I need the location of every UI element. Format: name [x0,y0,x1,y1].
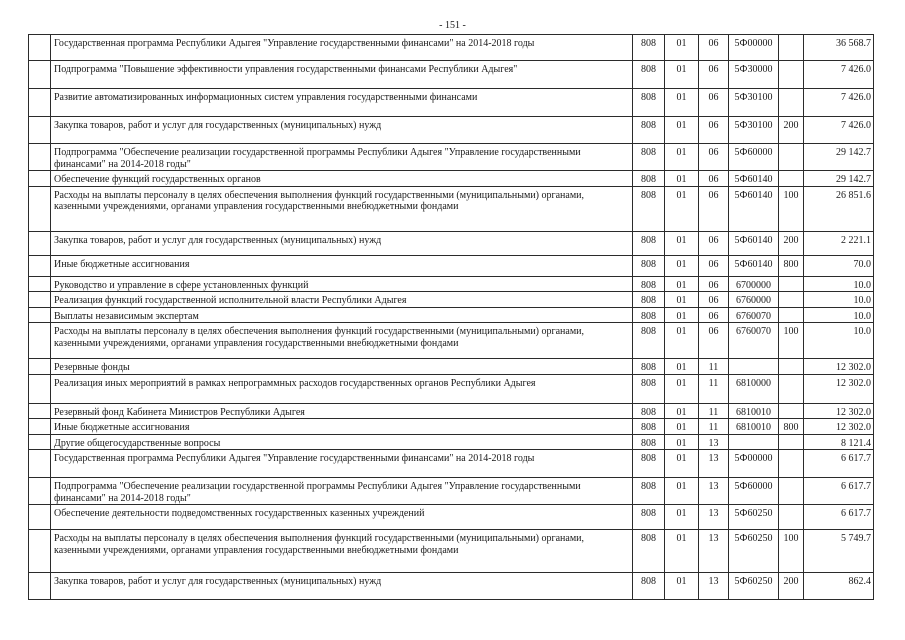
indent-cell [29,292,51,308]
row-amount: 2 221.1 [804,231,874,255]
row-ved-code: 808 [633,231,665,255]
row-ved-code: 808 [633,434,665,450]
row-amount: 7 426.0 [804,117,874,144]
row-ved-code: 808 [633,35,665,61]
row-name: Обеспечение функций государственных органов [51,171,633,187]
table-row [29,434,874,450]
table-row [29,144,874,171]
row-amount: 7 426.0 [804,89,874,117]
table-row [29,505,874,530]
row-expense-type-code: 800 [779,419,804,435]
row-amount: 26 851.6 [804,186,874,231]
row-target-article-code: 6810010 [729,403,779,419]
row-section-code: 01 [665,374,699,403]
row-ved-code: 808 [633,374,665,403]
table-row [29,186,874,231]
row-target-article-code [729,434,779,450]
indent-cell [29,171,51,187]
row-expense-type-code [779,89,804,117]
table-row [29,374,874,403]
row-subsection-code: 06 [699,307,729,323]
row-name: Подпрограмма "Обеспечение реализации государственной программы Республики Адыгея "Управление государственными финансами" на 2014-2018 годы" [51,478,633,505]
row-amount: 6 617.7 [804,505,874,530]
row-expense-type-code [779,450,804,478]
table-row [29,117,874,144]
row-ved-code: 808 [633,89,665,117]
row-ved-code: 808 [633,359,665,375]
table-row [29,276,874,292]
row-ved-code: 808 [633,323,665,359]
row-name: Государственная программа Республики Адыгея "Управление государственными финансами" на 2014-2018 годы [51,450,633,478]
budget-table [28,34,874,600]
row-name: Резервные фонды [51,359,633,375]
row-target-article-code: 5Ф60250 [729,573,779,600]
row-target-article-code [729,359,779,375]
row-expense-type-code [779,144,804,171]
row-name: Руководство и управление в сфере установленных функций [51,276,633,292]
budget-table-body [29,35,874,600]
row-subsection-code: 06 [699,323,729,359]
indent-cell [29,276,51,292]
indent-cell [29,419,51,435]
row-section-code: 01 [665,419,699,435]
row-name: Государственная программа Республики Адыгея "Управление государственными финансами" на 2014-2018 годы [51,35,633,61]
row-name: Обеспечение деятельности подведомственных государственных казенных учреждений [51,505,633,530]
indent-cell [29,89,51,117]
table-row [29,478,874,505]
row-ved-code: 808 [633,419,665,435]
row-name: Подпрограмма "Обеспечение реализации государственной программы Республики Адыгея "Управление государственными финансами" на 2014-2018 годы" [51,144,633,171]
indent-cell [29,35,51,61]
row-section-code: 01 [665,171,699,187]
row-target-article-code: 6810010 [729,419,779,435]
row-subsection-code: 13 [699,434,729,450]
row-expense-type-code [779,505,804,530]
row-name: Выплаты независимым экспертам [51,307,633,323]
row-subsection-code: 11 [699,403,729,419]
row-ved-code: 808 [633,186,665,231]
row-ved-code: 808 [633,61,665,89]
row-name: Расходы на выплаты персоналу в целях обеспечения выполнения функций государственными (муниципальными) органами, казенными учреждениями, органами управления государственными внебюджетными фондами [51,530,633,573]
indent-cell [29,573,51,600]
row-section-code: 01 [665,117,699,144]
row-subsection-code: 11 [699,374,729,403]
row-ved-code: 808 [633,117,665,144]
row-amount: 6 617.7 [804,478,874,505]
table-row [29,359,874,375]
row-amount: 29 142.7 [804,144,874,171]
row-subsection-code: 06 [699,255,729,276]
row-target-article-code: 5Ф30000 [729,61,779,89]
row-section-code: 01 [665,61,699,89]
row-target-article-code: 6810000 [729,374,779,403]
row-subsection-code: 11 [699,359,729,375]
row-section-code: 01 [665,292,699,308]
row-expense-type-code: 200 [779,231,804,255]
indent-cell [29,323,51,359]
row-expense-type-code [779,35,804,61]
row-amount: 12 302.0 [804,374,874,403]
row-subsection-code: 06 [699,292,729,308]
indent-cell [29,186,51,231]
row-ved-code: 808 [633,276,665,292]
row-expense-type-code [779,359,804,375]
row-ved-code: 808 [633,307,665,323]
table-row [29,35,874,61]
row-target-article-code: 5Ф60140 [729,255,779,276]
row-section-code: 01 [665,323,699,359]
row-target-article-code: 5Ф60000 [729,144,779,171]
row-name: Развитие автоматизированных информационных систем управления государственными финансами [51,89,633,117]
row-expense-type-code [779,61,804,89]
row-subsection-code: 06 [699,171,729,187]
row-subsection-code: 06 [699,231,729,255]
row-target-article-code: 5Ф60000 [729,478,779,505]
table-row [29,573,874,600]
row-expense-type-code [779,171,804,187]
row-amount: 8 121.4 [804,434,874,450]
row-amount: 6 617.7 [804,450,874,478]
row-target-article-code: 5Ф30100 [729,89,779,117]
row-target-article-code: 5Ф60140 [729,171,779,187]
indent-cell [29,359,51,375]
row-name: Иные бюджетные ассигнования [51,255,633,276]
row-subsection-code: 11 [699,419,729,435]
row-section-code: 01 [665,434,699,450]
row-expense-type-code [779,403,804,419]
table-row [29,61,874,89]
row-name: Иные бюджетные ассигнования [51,419,633,435]
row-target-article-code: 6760070 [729,323,779,359]
row-target-article-code: 5Ф60140 [729,231,779,255]
row-section-code: 01 [665,573,699,600]
row-ved-code: 808 [633,144,665,171]
row-expense-type-code [779,478,804,505]
row-section-code: 01 [665,403,699,419]
table-row [29,307,874,323]
indent-cell [29,478,51,505]
row-subsection-code: 13 [699,450,729,478]
row-section-code: 01 [665,276,699,292]
row-section-code: 01 [665,186,699,231]
row-subsection-code: 06 [699,276,729,292]
row-section-code: 01 [665,144,699,171]
indent-cell [29,374,51,403]
row-target-article-code: 6700000 [729,276,779,292]
indent-cell [29,403,51,419]
row-name: Закупка товаров, работ и услуг для государственных (муниципальных) нужд [51,231,633,255]
indent-cell [29,505,51,530]
indent-cell [29,307,51,323]
row-section-code: 01 [665,359,699,375]
row-ved-code: 808 [633,530,665,573]
row-target-article-code: 5Ф00000 [729,450,779,478]
table-row [29,323,874,359]
row-target-article-code: 5Ф60140 [729,186,779,231]
table-row [29,419,874,435]
row-expense-type-code [779,292,804,308]
row-section-code: 01 [665,307,699,323]
row-section-code: 01 [665,450,699,478]
row-amount: 10.0 [804,276,874,292]
row-name: Резервный фонд Кабинета Министров Республики Адыгея [51,403,633,419]
row-name: Закупка товаров, работ и услуг для государственных (муниципальных) нужд [51,573,633,600]
row-amount: 36 568.7 [804,35,874,61]
row-section-code: 01 [665,530,699,573]
row-ved-code: 808 [633,450,665,478]
row-ved-code: 808 [633,505,665,530]
table-row [29,292,874,308]
row-name: Расходы на выплаты персоналу в целях обеспечения выполнения функций государственными (муниципальными) органами, казенными учреждениями, органами управления государственными внебюджетными фондами [51,323,633,359]
row-name: Расходы на выплаты персоналу в целях обеспечения выполнения функций государственными (муниципальными) органами, казенными учреждениями, органами управления государственными внебюджетными фондами [51,186,633,231]
row-expense-type-code: 100 [779,530,804,573]
indent-cell [29,117,51,144]
row-target-article-code: 5Ф00000 [729,35,779,61]
indent-cell [29,434,51,450]
row-name: Другие общегосударственные вопросы [51,434,633,450]
row-target-article-code: 6760000 [729,292,779,308]
indent-cell [29,530,51,573]
row-section-code: 01 [665,505,699,530]
row-ved-code: 808 [633,478,665,505]
row-name: Закупка товаров, работ и услуг для государственных (муниципальных) нужд [51,117,633,144]
row-expense-type-code [779,434,804,450]
row-expense-type-code [779,276,804,292]
row-amount: 10.0 [804,292,874,308]
table-row [29,450,874,478]
row-section-code: 01 [665,35,699,61]
row-section-code: 01 [665,89,699,117]
row-subsection-code: 06 [699,117,729,144]
row-subsection-code: 06 [699,35,729,61]
row-target-article-code: 5Ф60250 [729,505,779,530]
row-section-code: 01 [665,478,699,505]
row-expense-type-code: 200 [779,117,804,144]
row-expense-type-code: 100 [779,186,804,231]
row-subsection-code: 13 [699,505,729,530]
page-number: - 151 - [439,20,466,31]
row-subsection-code: 13 [699,530,729,573]
row-expense-type-code [779,307,804,323]
row-subsection-code: 13 [699,573,729,600]
table-row [29,231,874,255]
row-ved-code: 808 [633,292,665,308]
table-row [29,403,874,419]
indent-cell [29,231,51,255]
row-subsection-code: 13 [699,478,729,505]
row-amount: 7 426.0 [804,61,874,89]
row-amount: 10.0 [804,323,874,359]
row-expense-type-code: 100 [779,323,804,359]
row-ved-code: 808 [633,255,665,276]
row-amount: 12 302.0 [804,403,874,419]
row-target-article-code: 6760070 [729,307,779,323]
indent-cell [29,255,51,276]
row-section-code: 01 [665,231,699,255]
table-row [29,530,874,573]
row-amount: 10.0 [804,307,874,323]
row-ved-code: 808 [633,573,665,600]
row-expense-type-code [779,374,804,403]
indent-cell [29,144,51,171]
row-amount: 29 142.7 [804,171,874,187]
row-name: Реализация функций государственной исполнительной власти Республики Адыгея [51,292,633,308]
row-amount: 12 302.0 [804,359,874,375]
row-ved-code: 808 [633,171,665,187]
row-name: Подпрограмма "Повышение эффективности управления государственными финансами Республики Адыгея" [51,61,633,89]
row-target-article-code: 5Ф30100 [729,117,779,144]
row-target-article-code: 5Ф60250 [729,530,779,573]
row-expense-type-code: 800 [779,255,804,276]
row-amount: 862.4 [804,573,874,600]
indent-cell [29,61,51,89]
row-amount: 12 302.0 [804,419,874,435]
table-row [29,89,874,117]
row-section-code: 01 [665,255,699,276]
indent-cell [29,450,51,478]
table-row [29,255,874,276]
row-expense-type-code: 200 [779,573,804,600]
row-amount: 70.0 [804,255,874,276]
row-amount: 5 749.7 [804,530,874,573]
row-subsection-code: 06 [699,186,729,231]
row-name: Реализация иных мероприятий в рамках непрограммных расходов государственных органов Республики Адыгея [51,374,633,403]
row-subsection-code: 06 [699,89,729,117]
row-subsection-code: 06 [699,61,729,89]
row-subsection-code: 06 [699,144,729,171]
row-ved-code: 808 [633,403,665,419]
table-row [29,171,874,187]
